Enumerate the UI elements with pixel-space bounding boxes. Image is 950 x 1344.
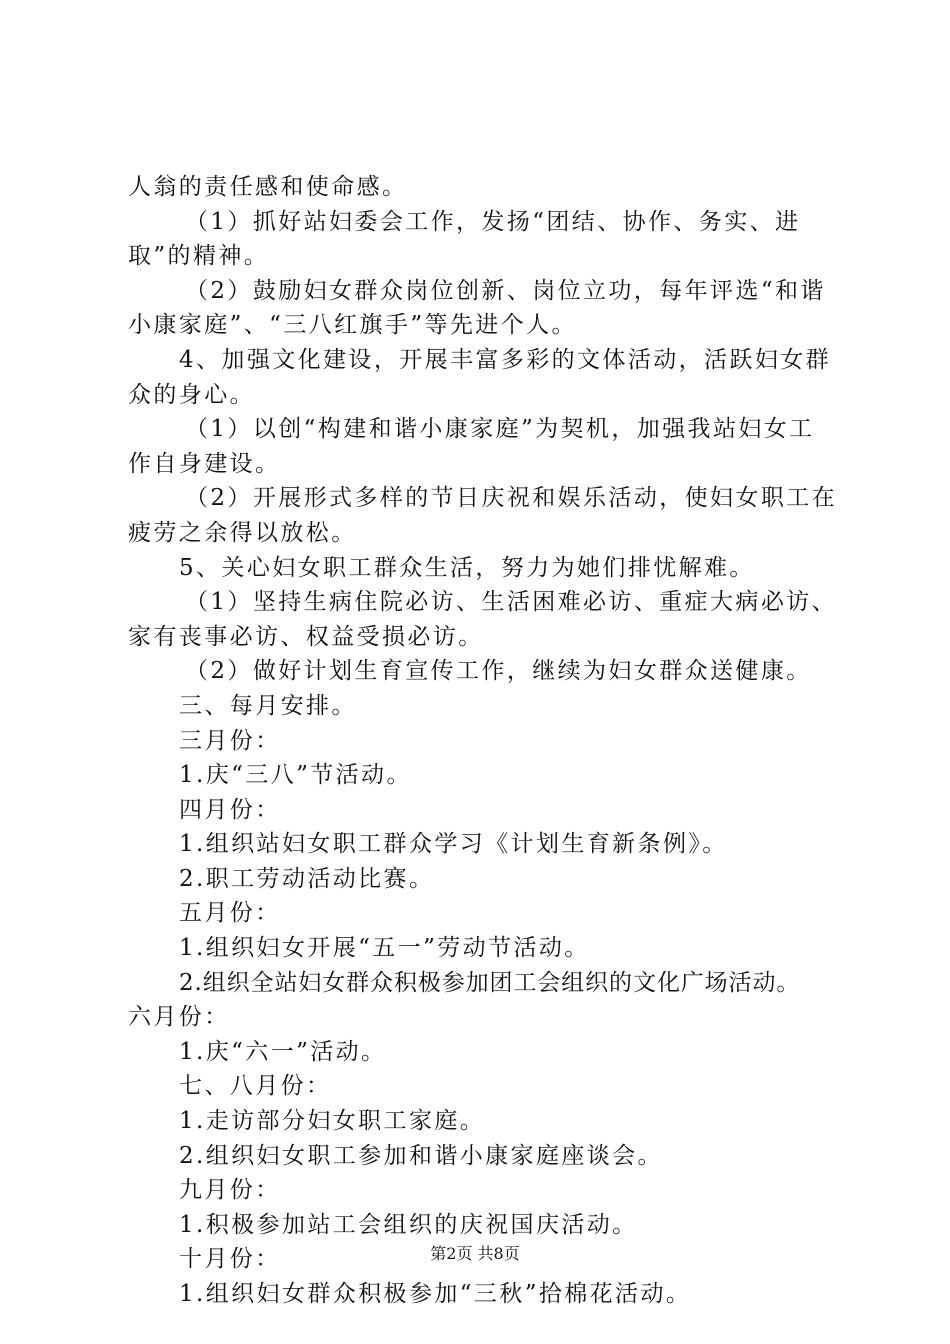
text-line: 1.走访部分妇女职工家庭。 [179,1108,486,1135]
text-line: （2）鼓励妇女群众岗位创新、岗位立功，每年评选“和谐 [185,277,826,304]
text-line: 2.职工劳动活动比赛。 [179,865,435,892]
text-line: 1.组织站妇女职工群众学习《计划生育新条例》。 [179,831,728,858]
text-line: 人翁的责任感和使命感。 [128,174,408,200]
text-line: 作自身建设。 [128,450,281,477]
text-line: （1）以创“构建和谐小康家庭”为契机，加强我站妇女工 [185,416,815,443]
text-line: 七、八月份： [179,1073,332,1100]
text-line: 1.组织妇女开展“五一”劳动节活动。 [179,935,590,962]
document-body [128,170,848,1312]
text-line: 众的身心。 [128,381,255,408]
text-line: （1）坚持生病住院必访、生活困难必访、重症大病必访、 [185,589,838,616]
text-line: 5、关心妇女职工群众生活，努力为她们排忧解难。 [179,554,755,581]
text-line: 六月份： [128,1004,230,1031]
text-line: 1.庆“六一”活动。 [179,1038,387,1065]
text-line: 1.积极参加站工会组织的庆祝国庆活动。 [179,1211,638,1238]
text-line: 取”的精神。 [128,243,270,270]
text-line: 小康家庭”、“三八红旗手”等先进个人。 [128,312,577,339]
text-line: 三月份： [179,727,281,754]
text-line: 4、加强文化建设，开展丰富多彩的文体活动，活跃妇女群 [179,346,832,373]
text-line: （2）开展形式多样的节日庆祝和娱乐活动，使妇女职工在 [185,485,838,512]
page-footer: 第2页 共8页 [430,1244,520,1263]
text-line: 1.庆“三八”节活动。 [179,762,412,789]
text-line: 家有丧事必访、权益受损必访。 [128,623,484,650]
text-line: 十月份： [179,1246,281,1273]
text-line: 2.组织全站妇女群众积极参加团工会组织的文化广场活动。 [179,969,801,996]
text-line: 九月份： [179,1177,281,1204]
text-line: （2）做好计划生育宣传工作，继续为妇女群众送健康。 [185,658,812,685]
text-line: 2.组织妇女职工参加和谐小康家庭座谈会。 [179,1142,663,1169]
text-line: 三、每月安排。 [179,692,357,719]
text-line: 五月份： [179,900,281,927]
text-line: 疲劳之余得以放松。 [128,519,357,546]
text-line: 1.组织妇女群众积极参加“三秋”拾棉花活动。 [179,1281,692,1307]
text-line: 四月份： [179,796,281,823]
text-line: （1）抓好站妇委会工作，发扬“团结、协作、务实、进 [185,208,801,235]
